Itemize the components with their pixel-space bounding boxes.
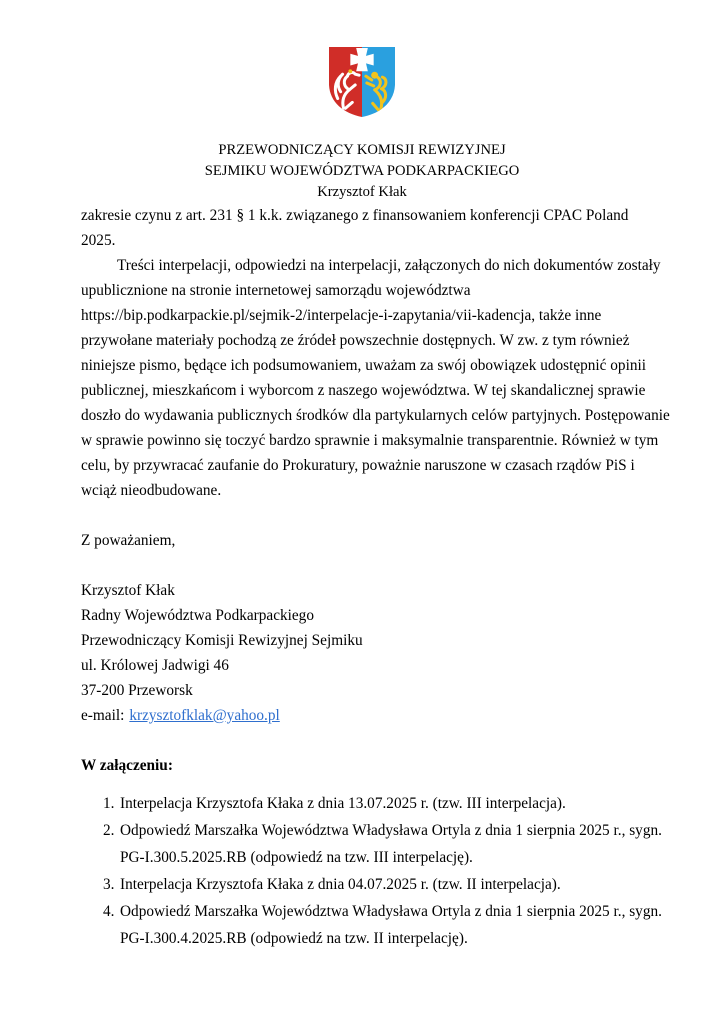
- body-line: 2025.: [81, 232, 116, 249]
- attachment-number: 3.: [103, 876, 115, 893]
- signature-email-row: [81, 703, 643, 728]
- letterhead-line1: PRZEWODNICZĄCY KOMISJI REWIZYJNEJ: [218, 142, 506, 158]
- body-line-url: https://bip.podkarpackie.pl/sejmik-2/interpelacje-i-zapytania/vii-kadencja, także inne: [81, 307, 602, 324]
- body-line: publicznej, mieszkańcom i wyborcom z naszego województwa. W tej skandalicznej sprawie: [81, 382, 646, 399]
- closing-phrase: Z poważaniem,: [81, 532, 176, 549]
- body-line: doszło do wydawania publicznych środków dla partykularnych celów partyjnych. Postępowanie: [81, 407, 670, 424]
- body-line: przywołane materiały pochodzą ze źródeł powszechnie dostępnych. W zw. z tym również: [81, 332, 630, 349]
- body-line: niniejsze pismo, będące ich podsumowaniem, uważam za swój obowiązek udostępnić opinii: [81, 357, 646, 374]
- signature-name: Krzysztof Kłak: [81, 582, 175, 599]
- attachment-text: Interpelacja Krzysztofa Kłaka z dnia 04.07.2025 r. (tzw. II interpelacja).: [120, 876, 561, 893]
- attachment-text: PG-I.300.4.2025.RB (odpowiedź na tzw. II interpelację).: [120, 930, 468, 947]
- podkarpackie-coat-of-arms-icon: [327, 46, 397, 118]
- attachment-text: Interpelacja Krzysztofa Kłaka z dnia 13.07.2025 r. (tzw. III interpelacja).: [120, 795, 566, 812]
- attachment-item: [81, 871, 643, 898]
- griffin-crown-icon: [348, 69, 352, 73]
- signature-title-1: Radny Województwa Podkarpackiego: [81, 607, 314, 624]
- attachment-number: 1.: [103, 795, 115, 812]
- body-line: w sprawie powinno się toczyć bardzo sprawnie i maksymalnie transparentnie. Również w tym: [81, 432, 659, 449]
- letterhead: [0, 140, 724, 203]
- lion-head-icon: [371, 72, 378, 79]
- attachment-text: PG-I.300.5.2025.RB (odpowiedź na tzw. III interpelację).: [120, 849, 473, 866]
- email-label: e-mail:: [81, 707, 125, 724]
- body-line: celu, by przywracać zaufanie do Prokuratury, poważnie naruszone w czasach rządów PiS i: [81, 457, 635, 474]
- attachment-item: [81, 898, 662, 925]
- body-line: wciąż nieodbudowane.: [81, 482, 222, 499]
- body-line: zakresie czynu z art. 231 § 1 k.k. związanego z finansowaniem konferencji CPAC Poland: [81, 207, 629, 224]
- attachment-item-continuation: [81, 925, 643, 952]
- attachments-list: [81, 790, 662, 952]
- attachment-number: 2.: [103, 822, 115, 839]
- signature-street: ul. Królowej Jadwigi 46: [81, 657, 229, 674]
- attachments-heading: W załączeniu:: [81, 757, 173, 774]
- letter-content: [81, 203, 670, 952]
- body-line: upublicznione na stronie internetowej samorządu województwa: [81, 282, 471, 299]
- letterhead-line2: SEJMIKU WOJEWÓDZTWA PODKARPACKIEGO: [204, 163, 520, 179]
- signature-city: 37-200 Przeworsk: [81, 682, 193, 699]
- email-link[interactable]: krzysztofklak@yahoo.pl: [129, 707, 280, 724]
- attachment-item: [81, 817, 662, 844]
- attachment-text: Odpowiedź Marszałka Województwa Władysława Ortyla z dnia 1 sierpnia 2025 r., sygn.: [120, 822, 662, 839]
- attachment-item: [81, 790, 643, 817]
- signature-block: [81, 578, 643, 728]
- body-line: Treści interpelacji, odpowiedzi na interpelacji, załączonych do nich dokumentów zostały: [117, 257, 661, 274]
- attachment-text: Odpowiedź Marszałka Województwa Władysława Ortyla z dnia 1 sierpnia 2025 r., sygn.: [120, 903, 662, 920]
- letterhead-sender-name: Krzysztof Kłak: [317, 184, 407, 200]
- attachment-number: 4.: [103, 903, 115, 920]
- signature-title-2: Przewodniczący Komisji Rewizyjnej Sejmiku: [81, 632, 363, 649]
- attachment-item-continuation: [81, 844, 643, 871]
- letter-body: [81, 203, 670, 503]
